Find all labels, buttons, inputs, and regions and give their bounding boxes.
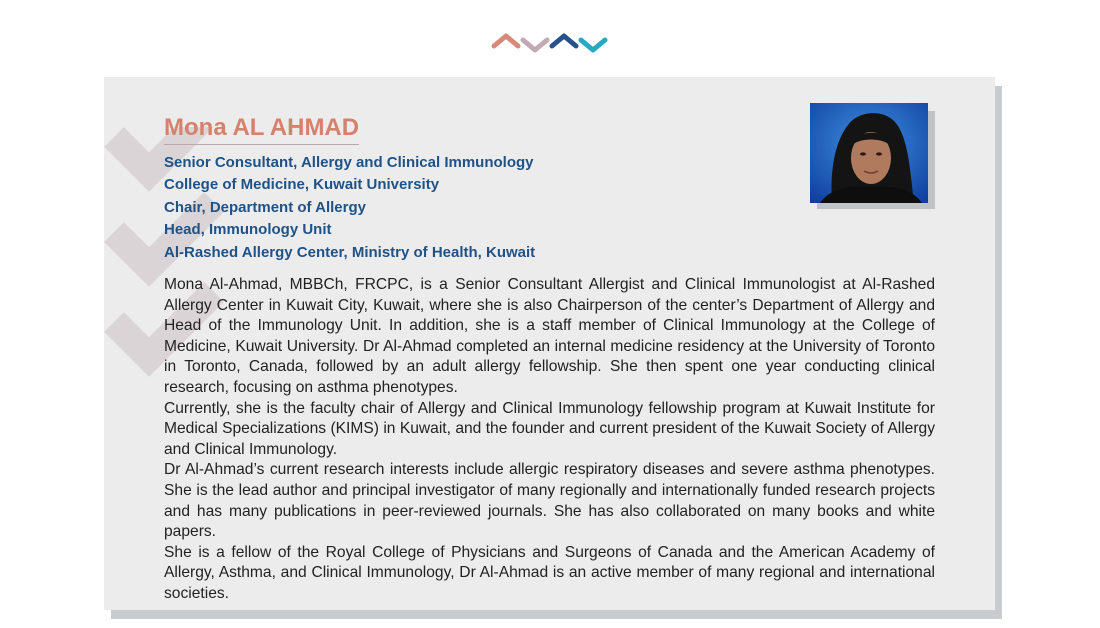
- speaker-title: Chair, Department of Allergy: [164, 198, 366, 216]
- speaker-card: [104, 77, 995, 610]
- speaker-title: Head, Immunology Unit: [164, 221, 332, 239]
- speaker-title: Senior Consultant, Allergy and Clinical Immunology: [164, 154, 534, 171]
- bio-paragraph: Mona Al-Ahmad, MBBCh, FRCPC, is a Senior Consultant Allergist and Clinical Immunologist at Al-Rashed Allergy Center in Kuwait City, Kuwait, where she is also Chairperson of the center’s Department of Allergy and Head of the Immunology Unit. In addition, she is a staff member of Clinical Immunology at the College of Medicine, Kuwait University. Dr Al-Ahmad completed an internal medicine residency at the University of Toronto in Toronto, Canada, followed by an adult allergy fellowship. She then spent one year conducting clinical research, focusing on asthma phenotypes.: [164, 276, 935, 396]
- bio-paragraph: Currently, she is the faculty chair of Allergy and Clinical Immunology fellowship program at Kuwait Institute for Medical Specializations (KIMS) in Kuwait, and the founder and current president of the Kuwait Society of Allergy and Clinical Immunology.: [164, 399, 935, 458]
- speaker-photo: [810, 103, 928, 203]
- bio-paragraph: Dr Al-Ahmad’s current research interests include allergic respiratory diseases and severe asthma phenotypes. She is the lead author and principal investigator of many regionally and internationally funded research projects and has many publications in peer-reviewed journals. She has also collaborated on many books and white papers.: [164, 461, 935, 541]
- speaker-biography: [164, 275, 935, 605]
- bio-paragraph: She is a fellow of the Royal College of Physicians and Surgeons of Canada and the American Academy of Allergy, Asthma, and Clinical Immunology, Dr Al-Ahmad is an active member of many regional and international societies.: [164, 543, 935, 602]
- chevron-up-icon: [552, 36, 576, 46]
- speaker-title: College of Medicine, Kuwait University: [164, 176, 440, 194]
- chevron-down-icon: [523, 40, 547, 50]
- chevron-up-icon: [494, 36, 518, 46]
- speaker-name: Mona AL AHMAD: [164, 113, 359, 145]
- chevron-down-icon: [581, 40, 605, 50]
- speaker-title: Al-Rashed Allergy Center, Ministry of Health, Kuwait: [164, 243, 536, 261]
- speaker-titles: [164, 152, 535, 264]
- brand-logo: [490, 30, 610, 56]
